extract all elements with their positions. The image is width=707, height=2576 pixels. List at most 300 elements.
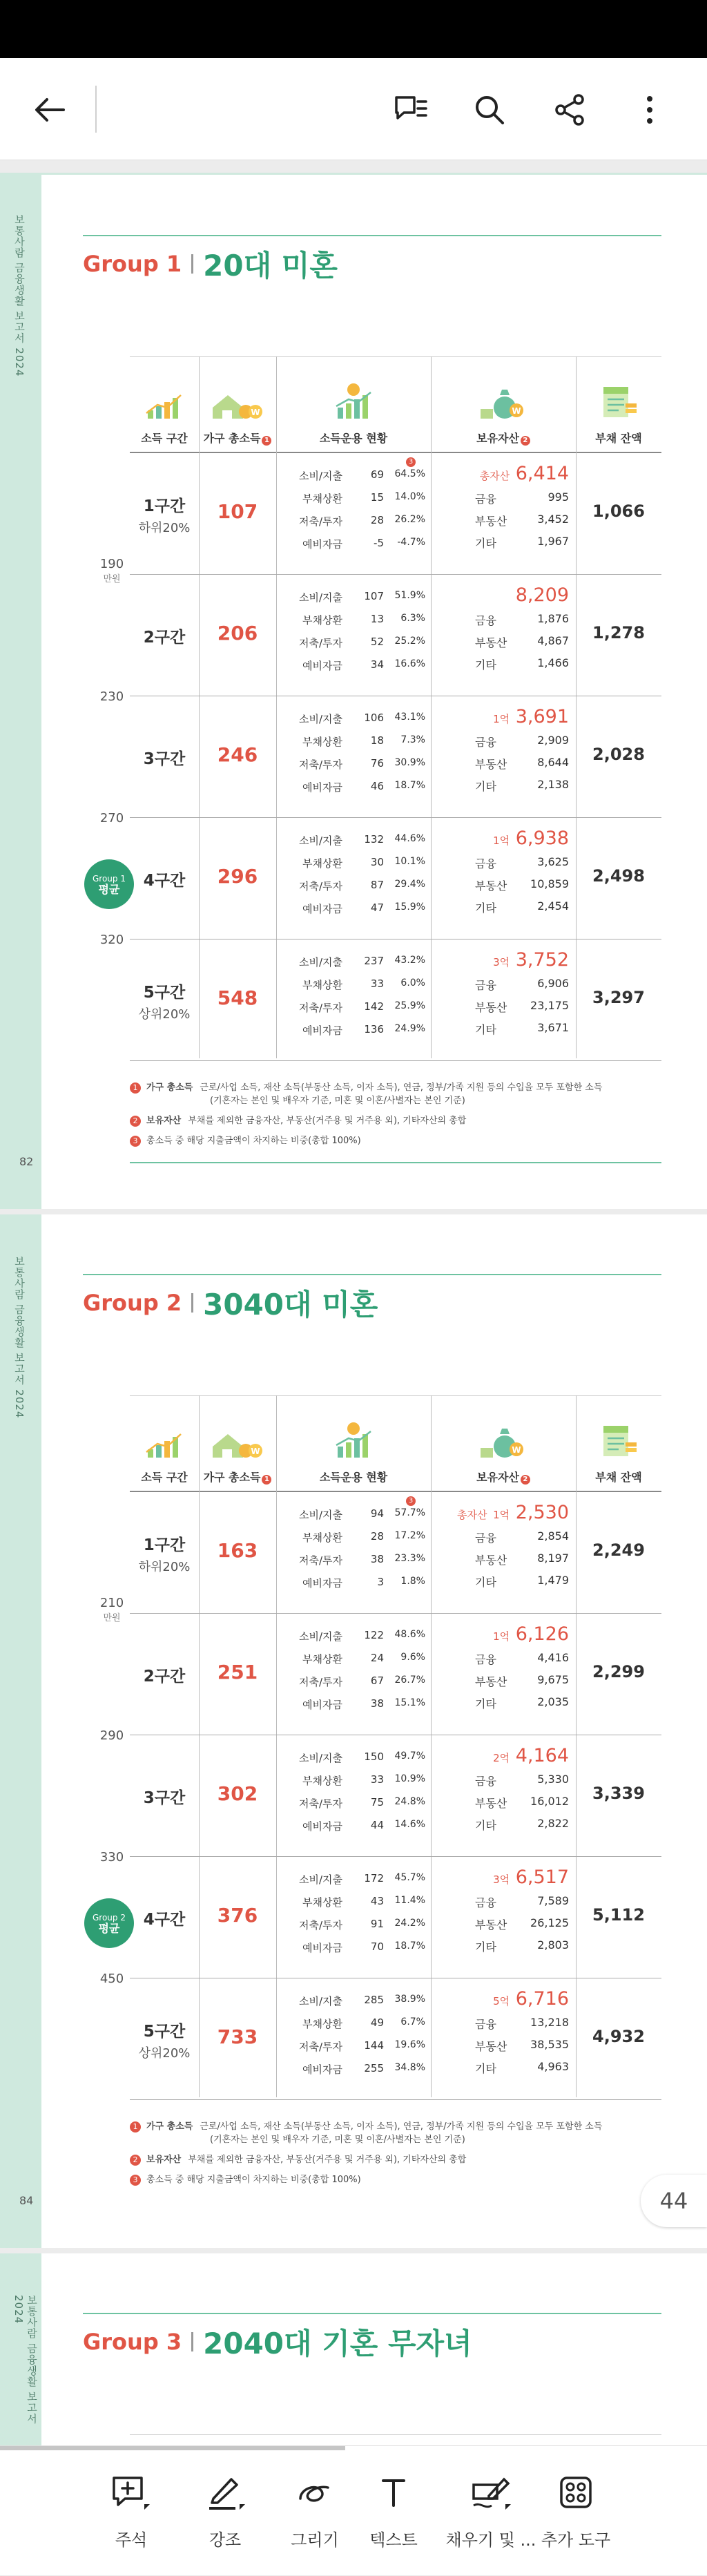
usage-amount: 76 [370,757,384,770]
footnote: 2 보유자산 부채를 제외한 금융자산, 부동산(거주용 및 거주용 외), 기타자산의 총합 [130,1114,661,1127]
bar-chart-icon [144,392,185,423]
asset-line [431,778,576,800]
asset-line [431,1651,576,1673]
usage-percent: 14.6% [394,1819,425,1830]
asset-value: 13,218 [530,2016,569,2029]
usage-label: 부채상환 [302,1532,342,1544]
group-average-badge: Group 1 평균 [84,859,134,909]
usage-percent: 34.8% [394,2062,425,2073]
table-row [130,1614,661,1735]
usage-line [276,1675,431,1697]
house-coins-icon [210,392,265,423]
asset-label: 금융 [475,614,496,627]
usage-percent: 1.8% [400,1576,425,1587]
asset-line [431,612,576,634]
usage-percent: 15.9% [394,901,425,913]
total-income-value: 733 [217,2025,258,2048]
usage-percent: 19.6% [394,2039,425,2050]
asset-value: 8,644 [537,756,569,769]
header-debt: 부채 잔액 [576,1396,661,1493]
assets-breakdown [431,584,576,678]
usage-label: 저축/투자 [298,1919,342,1931]
total-income-value: 107 [217,500,258,523]
usage-line [276,514,431,537]
back-arrow-icon[interactable] [25,86,73,134]
assets-total: 총자산 1억 2,530 [456,1502,569,1523]
asset-line [431,1574,576,1596]
header-income-usage: 소득운용 현황 [276,357,431,454]
income-usage-list [276,955,431,1046]
usage-line [276,590,431,613]
usage-amount: 70 [370,1940,384,1953]
bound-label: 450 [99,1972,124,1986]
usage-percent: 6.0% [400,977,425,989]
highlight-tool-button[interactable]: 강조 [184,2446,267,2576]
assets-total: 2억 4,164 [493,1745,569,1766]
usage-percent: 25.2% [394,636,425,647]
asset-value: 26,125 [530,1916,569,1929]
more-options-icon[interactable] [626,86,674,134]
assets-breakdown [431,1867,576,1960]
total-income-value: 376 [217,1904,258,1927]
comment-list-icon[interactable] [387,86,435,134]
asset-line [431,634,576,656]
asset-value: 1,479 [537,1574,569,1587]
total-income-value: 163 [217,1539,258,1562]
asset-label: 기타 [475,901,496,915]
usage-amount: 49 [370,2016,384,2029]
page-number: 84 [19,2194,34,2207]
income-band-note: 상위20% [138,1007,191,1022]
usage-percent: 49.7% [394,1750,425,1762]
usage-percent: 6.7% [400,2016,425,2028]
income-band: 4구간 [143,1911,186,1929]
usage-line [276,856,431,879]
usage-line [276,1895,431,1918]
debt-value: 1,278 [592,623,645,642]
table-row [130,1978,661,2100]
group-title: 2040대 기혼 무자녀 [203,2327,472,2360]
money-bag-icon [479,1426,527,1462]
usage-amount: 38 [370,1553,384,1565]
asset-line [431,756,576,778]
income-band-note: 하위20% [138,1560,191,1574]
debt-value: 2,498 [592,866,645,886]
status-bar [0,0,707,58]
divider [95,86,97,133]
asset-label: 기타 [475,2062,496,2075]
annotation-toolbar [0,2445,707,2575]
usage-label: 저축/투자 [298,1797,342,1810]
asset-label: 기타 [475,1576,496,1589]
asset-label: 부동산 [475,1675,507,1688]
usage-label: 소비/지출 [298,713,342,725]
asset-label: 부동산 [475,1554,507,1567]
usage-line [276,1629,431,1652]
usage-label: 저축/투자 [298,1002,342,1014]
usage-label: 저축/투자 [298,880,342,893]
bound-label: 330 [99,1850,124,1864]
asset-line [431,1817,576,1839]
header-assets: W 보유자산 2 [431,357,576,454]
total-income-value: 296 [217,865,258,888]
usage-amount: 24 [370,1652,384,1664]
debt-value: 1,066 [592,502,645,521]
usage-label: 부채상환 [302,736,342,748]
usage-line [276,2062,431,2085]
asset-value: 995 [548,490,569,504]
group-heading [83,1282,378,1324]
usage-percent: 10.1% [394,856,425,867]
usage-amount: 132 [364,833,384,846]
usage-line [276,1000,431,1023]
asset-value: 10,859 [530,877,569,890]
bound-label: 190 만원 [99,557,124,584]
usage-amount: 28 [370,1530,384,1543]
usage-line [276,1497,431,1530]
comment-tool-button[interactable]: 주석 [90,2446,173,2576]
usage-label: 부채상환 [302,857,342,870]
debt-value: 2,028 [592,745,645,764]
assets-total: 8,209 [515,584,569,606]
assets-breakdown [431,828,576,922]
asset-line [431,855,576,877]
asset-label: 부동산 [475,1001,507,1014]
footnote: 1 가구 총소득 근로/사업 소득, 재산 소득(부동산 소득, 이자 소득), 연금, 정부/가족 지원 등의 수입을 모두 포함한 소득 (기혼자는 본인 및 배우자 기준, 미혼 및 이혼/사별자는 본인 기준) [130,1081,661,1107]
asset-value: 7,589 [537,1894,569,1907]
top-band [41,173,707,175]
usage-line [276,1023,431,1046]
group-title: 20대 미혼 [203,249,338,283]
usage-line [276,901,431,924]
usage-amount: 142 [364,1000,384,1013]
usage-percent: 44.6% [394,833,425,844]
fill-sign-tool-button[interactable]: 채우기 및 ... [439,2446,543,2576]
asset-line [431,1773,576,1795]
asset-line [431,999,576,1021]
usage-label: 예비자금 [302,660,342,672]
text-tool-button[interactable]: 텍스트 [352,2446,435,2576]
usage-percent: 64.5% [394,468,425,479]
asset-label: 기타 [475,780,496,793]
assets-breakdown [431,1502,576,1596]
usage-label: 예비자금 [302,1024,342,1037]
usage-amount: 30 [370,856,384,868]
income-usage-list [276,590,431,681]
asset-line [431,535,576,557]
table-row [130,575,661,696]
income-usage-list [276,1994,431,2085]
asset-value: 1,466 [537,656,569,669]
table-row [130,453,661,575]
usage-amount: 34 [370,658,384,671]
income-usage-list [276,833,431,924]
asset-line [431,1916,576,1938]
usage-label: 부채상환 [302,979,342,991]
usage-percent: 6.3% [400,613,425,624]
asset-value: 3,671 [537,1021,569,1034]
footnote: 1 가구 총소득 근로/사업 소득, 재산 소득(부동산 소득, 이자 소득), 연금, 정부/가족 지원 등의 수입을 모두 포함한 소득 (기혼자는 본인 및 배우자 기준, 미혼 및 이혼/사별자는 본인 기준) [130,2120,661,2146]
usage-label: 예비자금 [302,1820,342,1833]
income-band: 2구간 [143,1668,186,1686]
header-income-band: 소득 구간 [130,1396,199,1493]
bound-label: 270 [99,811,124,826]
usage-amount: 87 [370,879,384,891]
usage-amount: 237 [364,955,384,967]
group-average-badge: Group 2 평균 [84,1898,134,1948]
usage-percent: 26.2% [394,514,425,525]
debt-document-icon [598,1423,639,1462]
total-income-value: 206 [217,622,258,645]
usage-label: 저축/투자 [298,2041,342,2053]
usage-line [276,491,431,514]
group-label: Group 2 [83,1290,182,1316]
asset-value: 38,535 [530,2038,569,2051]
usage-percent: 25.9% [394,1000,425,1011]
assets-total: 3억 3,752 [493,949,569,971]
debt-value: 3,339 [592,1784,645,1803]
asset-line [431,656,576,678]
assets-breakdown [431,949,576,1043]
asset-label: 부동산 [475,758,507,771]
asset-value: 16,012 [530,1795,569,1808]
usage-percent: 18.7% [394,780,425,791]
svg-text:W: W [512,406,521,416]
usage-label: 예비자금 [302,2063,342,2076]
header-income-usage: 소득운용 현황 [276,1396,431,1493]
more-tools-button[interactable]: 추가 도구 [534,2446,617,2576]
text-icon [372,2474,415,2512]
usage-amount: 94 [370,1507,384,1520]
group-rule [83,1274,661,1275]
usage-line [276,757,431,780]
usage-line [276,955,431,977]
debt-value: 5,112 [592,1905,645,1925]
assets-total: 1억 6,126 [493,1623,569,1645]
document-page [0,1214,707,2248]
asset-label: 금융 [475,1653,496,1666]
usage-percent: 14.0% [394,491,425,502]
usage-label: 소비/지출 [298,470,342,482]
usage-line [276,1576,431,1599]
table-row [130,1857,661,1978]
share-icon[interactable] [545,86,594,134]
asset-line [431,1529,576,1552]
usage-line [276,537,431,560]
group-heading [83,243,338,285]
growth-chart-icon [329,383,378,423]
usage-label: 예비자금 [302,781,342,794]
assets-total: 1억 6,938 [493,828,569,849]
asset-line [431,1552,576,1574]
usage-percent: 17.2% [394,1530,425,1541]
usage-percent: 9.6% [400,1652,425,1663]
usage-label: 부채상환 [302,493,342,505]
asset-label: 기타 [475,1819,496,1832]
assets-breakdown [431,1623,576,1717]
usage-percent: 29.4% [394,879,425,890]
income-usage-list [276,458,431,560]
usage-amount: 43 [370,1895,384,1907]
header-income-band: 소득 구간 [130,357,199,454]
asset-label: 금융 [475,1896,496,1909]
table-row [130,1492,661,1614]
asset-label: 부동산 [475,879,507,893]
usage-percent: -4.7% [397,537,425,548]
asset-label: 부동산 [475,1797,507,1810]
usage-label: 예비자금 [302,1577,342,1590]
usage-amount: 44 [370,1819,384,1831]
table-row [130,818,661,939]
usage-label: 저축/투자 [298,637,342,649]
usage-line [276,1773,431,1796]
asset-label: 기타 [475,537,496,550]
income-band: 1구간 [143,497,186,515]
usage-percent: 57.7% [394,1507,425,1518]
bound-label: 210 만원 [99,1596,124,1623]
usage-line [276,1697,431,1720]
pen-stroke-icon [293,2474,336,2512]
fill-sign-icon [469,2474,512,2512]
usage-line [276,1918,431,1940]
asset-label: 금융 [475,1532,496,1545]
asset-value: 3,625 [537,855,569,868]
asset-label: 부동산 [475,1918,507,1931]
usage-amount: 75 [370,1796,384,1809]
group-title: 3040대 미혼 [203,1288,378,1322]
usage-line [276,2039,431,2062]
usage-percent: 30.9% [394,757,425,768]
asset-line [431,490,576,513]
assets-total: 총자산 6,414 [479,463,569,484]
page-spine [0,1214,41,2248]
income-band: 4구간 [143,872,186,890]
asset-value: 6,906 [537,977,569,990]
debt-value: 3,297 [592,988,645,1007]
usage-label: 소비/지출 [298,591,342,604]
asset-value: 5,330 [537,1773,569,1786]
assets-breakdown [431,463,576,557]
table-top-rule [130,2434,661,2435]
usage-amount: 52 [370,636,384,648]
usage-amount: -5 [374,537,384,549]
asset-value: 1,967 [537,535,569,548]
asset-value: 2,035 [537,1695,569,1708]
group-rule [83,235,661,236]
svg-text:W: W [251,408,260,417]
usage-label: 예비자금 [302,903,342,915]
asset-label: 기타 [475,1940,496,1954]
asset-label: 기타 [475,1023,496,1036]
document-page [0,173,707,1209]
asset-line [431,513,576,535]
assets-breakdown [431,1745,576,1839]
money-bag-icon [479,387,527,423]
spine-label: 보통사람 금융생활 보고서 2024 [13,214,26,377]
usage-amount: 107 [364,590,384,602]
search-icon[interactable] [465,86,514,134]
svg-text:W: W [512,1445,521,1455]
income-band-note: 하위20% [138,521,191,535]
usage-percent: 24.8% [394,1796,425,1807]
asset-value: 2,803 [537,1938,569,1952]
header-total-income: W 가구 총소득 1 [199,357,276,454]
asset-line [431,1795,576,1817]
page-number: 82 [19,1155,34,1168]
total-income-value: 246 [217,743,258,766]
asset-line [431,899,576,922]
usage-label: 부채상환 [302,2018,342,2030]
footnote-mark: 3 [406,457,416,467]
footnote-mark: 3 [406,1496,416,1506]
income-band: 1구간 [143,1536,186,1554]
svg-text:W: W [251,1447,260,1456]
usage-percent: 24.2% [394,1918,425,1929]
footnote: 3 총소득 중 해당 지출금액이 차지하는 비중(총합 100%) [130,2173,661,2186]
usage-label: 부채상환 [302,1775,342,1787]
usage-amount: 136 [364,1023,384,1036]
asset-label: 금융 [475,857,496,870]
usage-percent: 51.9% [394,590,425,601]
usage-percent: 15.1% [394,1697,425,1708]
group-label: Group 3 [83,2329,182,2355]
usage-percent: 23.3% [394,1553,425,1564]
comment-add-icon [110,2474,153,2512]
asset-label: 금융 [475,1775,496,1788]
table-header [130,356,661,453]
usage-amount: 15 [370,491,384,504]
usage-label: 부채상환 [302,1653,342,1666]
usage-amount: 172 [364,1872,384,1885]
income-usage-list [276,1872,431,1963]
income-usage-list [276,1750,431,1842]
usage-percent: 16.6% [394,658,425,669]
usage-line [276,833,431,856]
usage-line [276,1994,431,2016]
usage-label: 저축/투자 [298,759,342,771]
spine-label: 보통사람 금융생활 보고서 2024 [13,1256,26,1419]
usage-amount: 69 [370,468,384,481]
total-income-value: 251 [217,1661,258,1683]
asset-value: 2,909 [537,734,569,747]
assets-breakdown [431,706,576,800]
usage-line [276,636,431,658]
asset-line [431,877,576,899]
usage-amount: 255 [364,2062,384,2074]
footnote: 2 보유자산 부채를 제외한 금융자산, 부동산(거주용 및 거주용 외), 기타자산의 총합 [130,2153,661,2166]
assets-total: 1억 3,691 [493,706,569,727]
usage-label: 소비/지출 [298,1873,342,1886]
assets-breakdown [431,1988,576,2082]
footnote: 3 총소득 중 해당 지출금액이 차지하는 비중(총합 100%) [130,1134,661,1147]
data-table [130,1395,661,2100]
table-header [130,1395,661,1492]
income-band-note: 상위20% [138,2046,191,2061]
usage-line [276,780,431,803]
house-coins-icon [210,1431,265,1462]
usage-amount: 28 [370,514,384,526]
usage-line [276,977,431,1000]
usage-label: 부채상환 [302,1896,342,1909]
usage-percent: 26.7% [394,1675,425,1686]
usage-line [276,1940,431,1963]
bar-chart-icon [144,1431,185,1462]
draw-tool-button[interactable]: 그리기 [273,2446,356,2576]
usage-percent: 45.7% [394,1872,425,1883]
group-heading [83,2321,472,2363]
page-spine [0,173,41,1209]
app-bar [0,58,707,160]
